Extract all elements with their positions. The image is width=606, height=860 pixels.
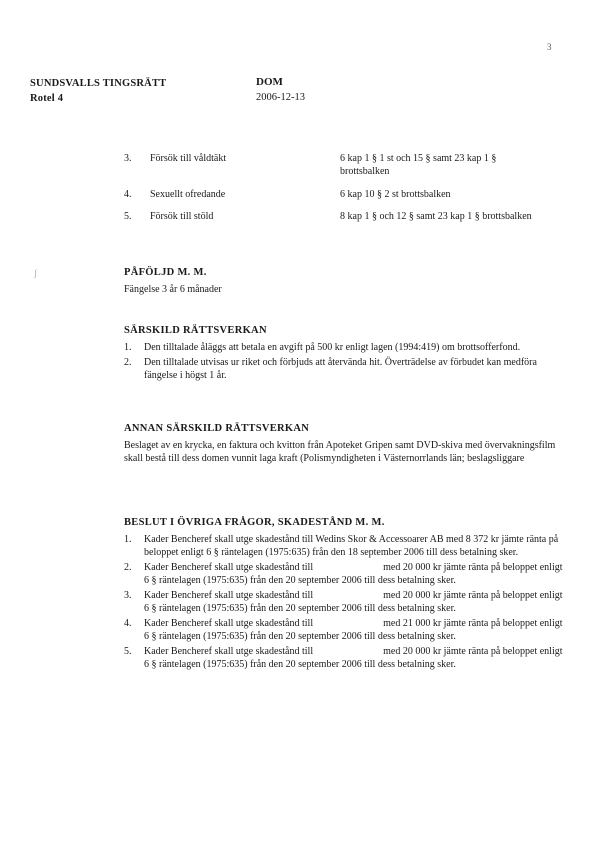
item-number: 1.: [124, 342, 132, 353]
offense-name: Sexuellt ofredande: [150, 189, 226, 200]
court-division: Rotel 4: [30, 93, 64, 104]
section-text: Fängelse 3 år 6 månader: [124, 284, 222, 295]
item-number: 3.: [124, 590, 132, 601]
court-header: [30, 76, 166, 106]
section-heading: ANNAN SÄRSKILD RÄTTSVERKAN: [124, 423, 310, 434]
list-item: [124, 356, 564, 382]
section-pafoljd: [124, 266, 564, 296]
offense-number: 3.: [124, 153, 132, 164]
offense-law: 8 kap 1 § och 12 § samt 23 kap 1 § brottsbalken: [340, 211, 532, 222]
offense-name: Försök till stöld: [150, 211, 214, 222]
item-text: Den tilltalade åläggs att betala en avgift på 500 kr enligt lagen (1994:419) om brottsofferfond.: [144, 342, 521, 353]
section-annan: [124, 422, 564, 465]
list-item: [124, 645, 564, 671]
list-item: [124, 589, 564, 615]
item-text: Kader Bencheref skall utge skadestånd till: [144, 646, 314, 657]
section-sarskild: [124, 324, 564, 384]
item-text-continued: med 20 000 kr jämte ränta på beloppet enligt 6 § räntelagen (1975:635) från den 20 september 2006 till dess betalning sker.: [144, 562, 563, 586]
section-heading: SÄRSKILD RÄTTSVERKAN: [124, 325, 267, 336]
offense-number: 4.: [124, 189, 132, 200]
section-beslut: [124, 516, 564, 673]
document-date: 2006-12-13: [256, 92, 305, 103]
list-item: [124, 561, 564, 587]
list-item: [124, 341, 564, 354]
section-text: Beslaget av en krycka, en faktura och kvitton från Apoteket Gripen samt DVD-skiva med övervakningsfilm skall bestå till dess domen vunnit laga kraft (Polismyndigheten i Västernorrlands län; beslagsliggare: [124, 440, 556, 464]
offense-law: 6 kap 1 § 1 st och 15 § samt 23 kap 1 § brottsbalken: [340, 153, 497, 177]
item-number: 4.: [124, 618, 132, 629]
offense-number: 5.: [124, 211, 132, 222]
page-number: 3: [547, 42, 552, 52]
item-text: Kader Bencheref skall utge skadestånd till Wedins Skor & Accessoarer AB med 8 372 kr jämte ränta på beloppet enligt 6 § räntelagen (1975:635) från den 18 september 2006 till dess betalning sker.: [144, 534, 559, 558]
item-number: 2.: [124, 562, 132, 573]
item-number: 5.: [124, 646, 132, 657]
section-heading: PÅFÖLJD M. M.: [124, 267, 207, 278]
item-text: Kader Bencheref skall utge skadestånd till: [144, 618, 314, 629]
item-text: Kader Bencheref skall utge skadestånd till: [144, 562, 314, 573]
offense-law: 6 kap 10 § 2 st brottsbalken: [340, 189, 451, 200]
item-text-continued: med 21 000 kr jämte ränta på beloppet enligt 6 § räntelagen (1975:635) från den 20 september 2006 till dess betalning sker.: [144, 618, 563, 642]
offense-name: Försök till våldtäkt: [150, 153, 227, 164]
item-number: 2.: [124, 357, 132, 368]
court-name: SUNDSVALLS TINGSRÄTT: [30, 78, 167, 89]
document-type-block: [256, 74, 305, 106]
margin-mark: ʃ: [34, 268, 37, 278]
item-text: Den tilltalade utvisas ur riket och förbjuds att återvända hit. Överträdelse av förbudet kan medföra fängelse i högst 1 år.: [144, 357, 537, 381]
list-item: [124, 617, 564, 643]
document-type: DOM: [256, 76, 283, 88]
item-text-continued: med 20 000 kr jämte ränta på beloppet enligt 6 § räntelagen (1975:635) från den 20 september 2006 till dess betalning sker.: [144, 590, 563, 614]
item-number: 1.: [124, 534, 132, 545]
item-text-continued: med 20 000 kr jämte ränta på beloppet enligt 6 § räntelagen (1975:635) från den 20 september 2006 till dess betalning sker.: [144, 646, 563, 670]
section-heading: BESLUT I ÖVRIGA FRÅGOR, SKADESTÅND M. M.: [124, 517, 385, 528]
list-item: [124, 533, 564, 559]
item-text: Kader Bencheref skall utge skadestånd till: [144, 590, 314, 601]
